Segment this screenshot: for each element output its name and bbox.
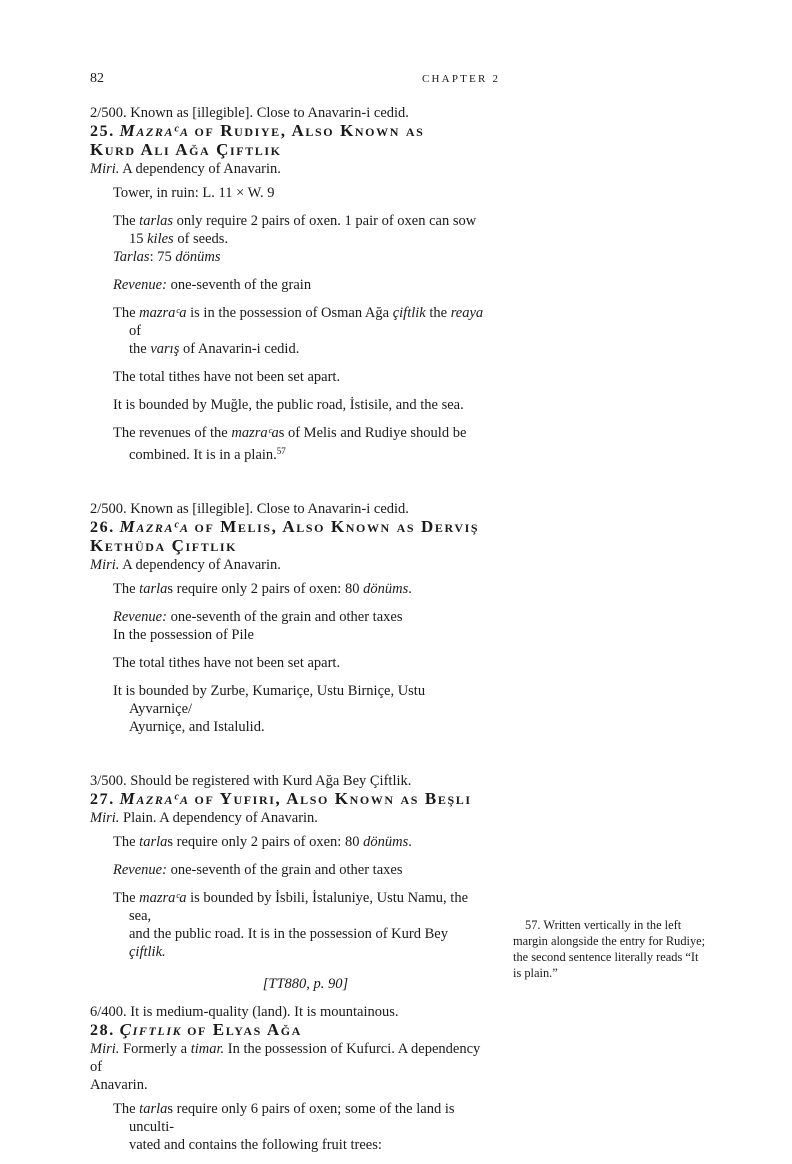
page-number: 82 [90,71,104,86]
entry-title-term: Mazraᶜa [119,121,190,140]
entry-line: The revenues of the mazraᶜas of Melis and Rudiye should be combined. It is in a plain.$^{57}$ [113,425,467,463]
entry-line: The tarlas require only 6 pairs of oxen; some of the land is unculti- vated and contains the following fruit trees: [113,1101,455,1153]
footnote-text: Written vertically in the left margin alongside the entry for Rudiye; the second sentence literally reads “It is plain.” [513,918,706,980]
entry-heading: 26. Mazraᶜa of Melis, Also Known as Derviş Kethüda Çiftlik [90,517,480,555]
entry-line: The total tithes have not been set apart. [113,369,341,385]
entry-line: The tarlas require only 2 pairs of oxen: 80 dönüms. [113,834,412,850]
entry-title: of Rudiye, Also Known as [194,121,425,140]
entry-line: The tarlas require only 2 pairs of oxen: 80 dönüms. [113,581,412,597]
entry-line: The mazraᶜa is bounded by İsbili, İstaluniye, Ustu Namu, the sea, and the public road. It is in the possession of Kurd Bey çiftlik. [113,890,469,960]
entry-line: Revenue: one-seventh of the grain [113,277,312,293]
entry-note: 6/400. It is medium-quality (land). It is mountainous. [90,1004,399,1020]
source-reference: [TT880, p. 90] [262,976,349,992]
entry-heading [90,122,485,160]
entry-line: The tarlas only require 2 pairs of oxen. 1 pair of oxen can sow 15 kiles of seeds. [113,213,477,247]
running-head: CHAPTER 2 [422,73,501,85]
entry-note: 2/500. Known as [illegible]. Close to Anavarin-i cedid. [90,105,409,121]
entry-status: Miri. Plain. A dependency of Anavarin. [90,810,318,826]
footnote-marker: 57 [276,446,286,456]
entry-line: It is bounded by Muğle, the public road, İstisile, and the sea. [113,397,464,413]
entry-note: 3/500. Should be registered with Kurd Ağa Bey Çiftlik. [90,773,412,789]
entry-number: 25. [90,123,115,140]
entry-line: Tarlas: 75 dönüms [113,249,221,265]
entry-title-line2: Kurd Ali Ağa Çiftlik [90,140,282,159]
entry-status: Miri. Formerly a timar. In the possession of Kufurci. A dependency of Anavarin. [90,1041,481,1093]
entry-line: It is bounded by Zurbe, Kumariçe, Ustu Birniçe, Ustu Ayvarniçe/ Ayurniçe, and Istalulid. [113,683,426,735]
entry-heading: 27. Mazraᶜa of Yufiri, Also Known as Beşli [90,789,472,808]
entry-heading: 28. Çiftlik of Elyas Ağa [90,1020,302,1039]
entry-line: The total tithes have not been set apart. [113,655,341,671]
entry-status: Miri. A dependency of Anavarin. [90,161,281,177]
entry-line: Revenue: one-seventh of the grain and other taxes [113,862,403,878]
footnote-number: 57. [525,918,541,932]
footnote [513,917,709,981]
entry-line: Revenue: one-seventh of the grain and other taxes In the possession of Pile [113,609,403,643]
entry-status: Miri. A dependency of Anavarin. [90,557,281,573]
entry-line: The mazraᶜa is in the possession of Osman Ağa çiftlik the reaya of the varış of Anavarin-i cedid. [113,305,484,357]
entry-note: 2/500. Known as [illegible]. Close to Anavarin-i cedid. [90,501,409,517]
entry-line: Tower, in ruin: L. 11 × W. 9 [113,185,275,201]
main-text [90,104,485,1164]
